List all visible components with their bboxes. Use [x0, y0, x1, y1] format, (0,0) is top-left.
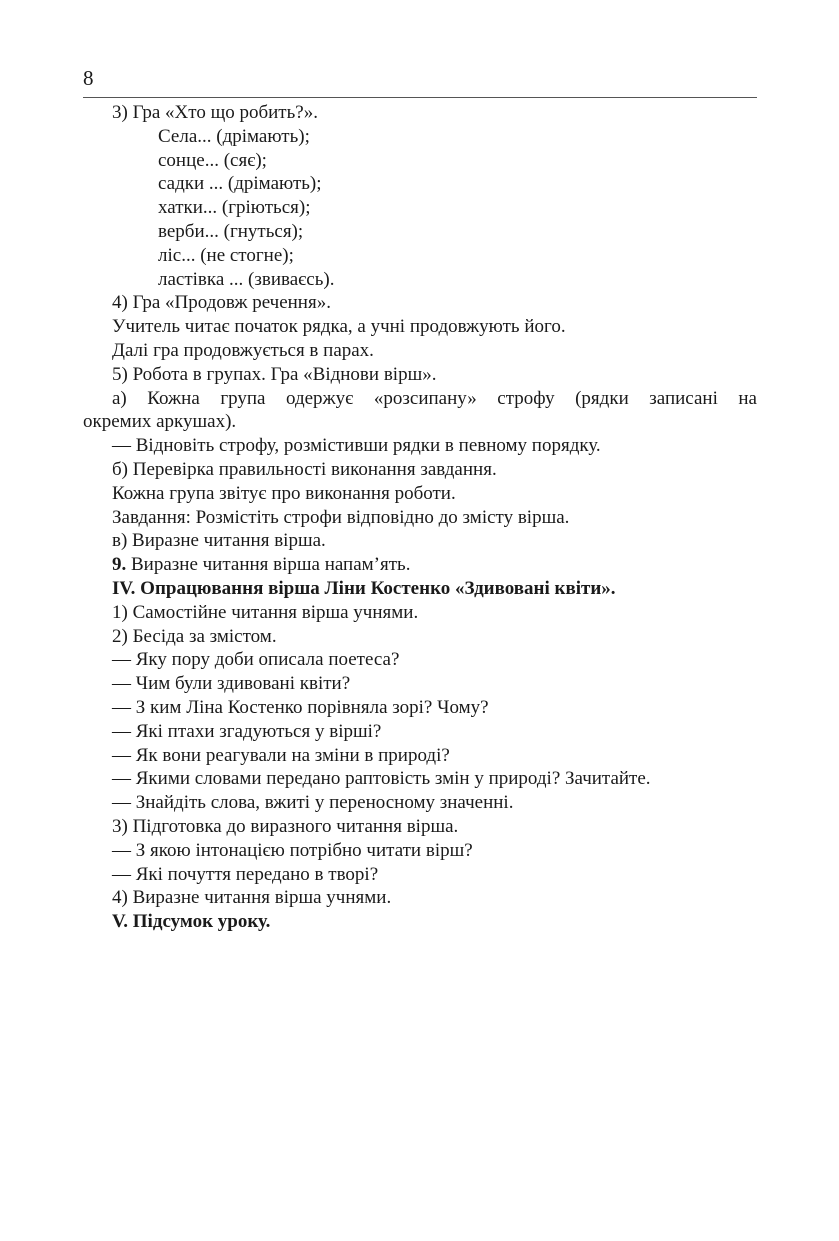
poem-line: верби... (гнуться); [158, 220, 304, 242]
page-number: 8 [83, 66, 94, 90]
group-work-title: 5) Робота в групах. Гра «Віднови вірш». [112, 363, 437, 385]
question: — Які птахи згадуються у вірші? [112, 720, 382, 742]
prep-question: — З якою інтонацією потрібно читати вірш? [112, 839, 473, 861]
prep-question: — Які почуття передано в творі? [112, 863, 379, 885]
group-b-check: б) Перевірка правильності виконання завдання. [112, 458, 497, 480]
game-4-continuation: Далі гра продовжується в парах. [112, 339, 374, 361]
group-v-reading: в) Виразне читання вірша. [112, 530, 326, 552]
independent-reading: 1) Самостійне читання вірша учнями. [112, 601, 419, 623]
question: — Чим були здивовані квіти? [112, 673, 351, 695]
poem-line: Села... (дрімають); [158, 125, 310, 147]
poem-line: ліс... (не стогне); [158, 244, 294, 266]
question: — Знайдіть слова, вжиті у переносному значенні. [112, 792, 514, 814]
poem-line: сонце... (сяє); [158, 149, 267, 171]
game-3-title: 3) Гра «Хто що робить?». [112, 102, 318, 123]
section-5-heading: V. Підсумок уроку. [112, 911, 271, 933]
game-4-title: 4) Гра «Продовж речення». [112, 292, 331, 314]
preparation-title: 3) Підготовка до виразного читання вірша. [112, 815, 459, 837]
question: — Якими словами передано раптовість змін у природі? Зачитайте. [112, 768, 651, 790]
step-9-number: 9. [112, 554, 127, 576]
conversation-title: 2) Бесіда за змістом. [112, 625, 277, 647]
poem-line: ластівка ... (звиваєсь). [158, 268, 335, 290]
poem-line: садки ... (дрімають); [158, 173, 322, 195]
question: — Як вони реагували на зміни в природі? [112, 744, 450, 766]
question: — З ким Ліна Костенко порівняла зорі? Чому? [112, 696, 489, 718]
step-9 [83, 553, 757, 577]
body-text [83, 101, 757, 934]
header-rule [83, 97, 757, 98]
group-report: Кожна група звітує про виконання роботи. [112, 482, 456, 504]
group-task: Завдання: Розмістіть строфи відповідно до змісту вірша. [112, 506, 570, 528]
game-4-description: Учитель читає початок рядка, а учні продовжують його. [112, 316, 566, 338]
section-4-heading: IV. Опрацювання вірша Ліни Костенко «Здивовані квіти». [112, 577, 616, 599]
poem-line: хатки... (гріються); [158, 197, 311, 219]
expressive-reading: 4) Виразне читання вірша учнями. [112, 887, 392, 909]
question: — Яку пору доби описала поетеса? [112, 649, 400, 671]
group-a-line-2: окремих аркушах). [83, 411, 237, 433]
group-a-task: — Відновіть строфу, розмістивши рядки в певному порядку. [112, 435, 601, 457]
step-9-text: Виразне читання вірша напам’ять. [126, 554, 411, 576]
group-a-line-1: а) Кожна група одержує «розсипану» строфу (рядки записані на [112, 387, 757, 409]
